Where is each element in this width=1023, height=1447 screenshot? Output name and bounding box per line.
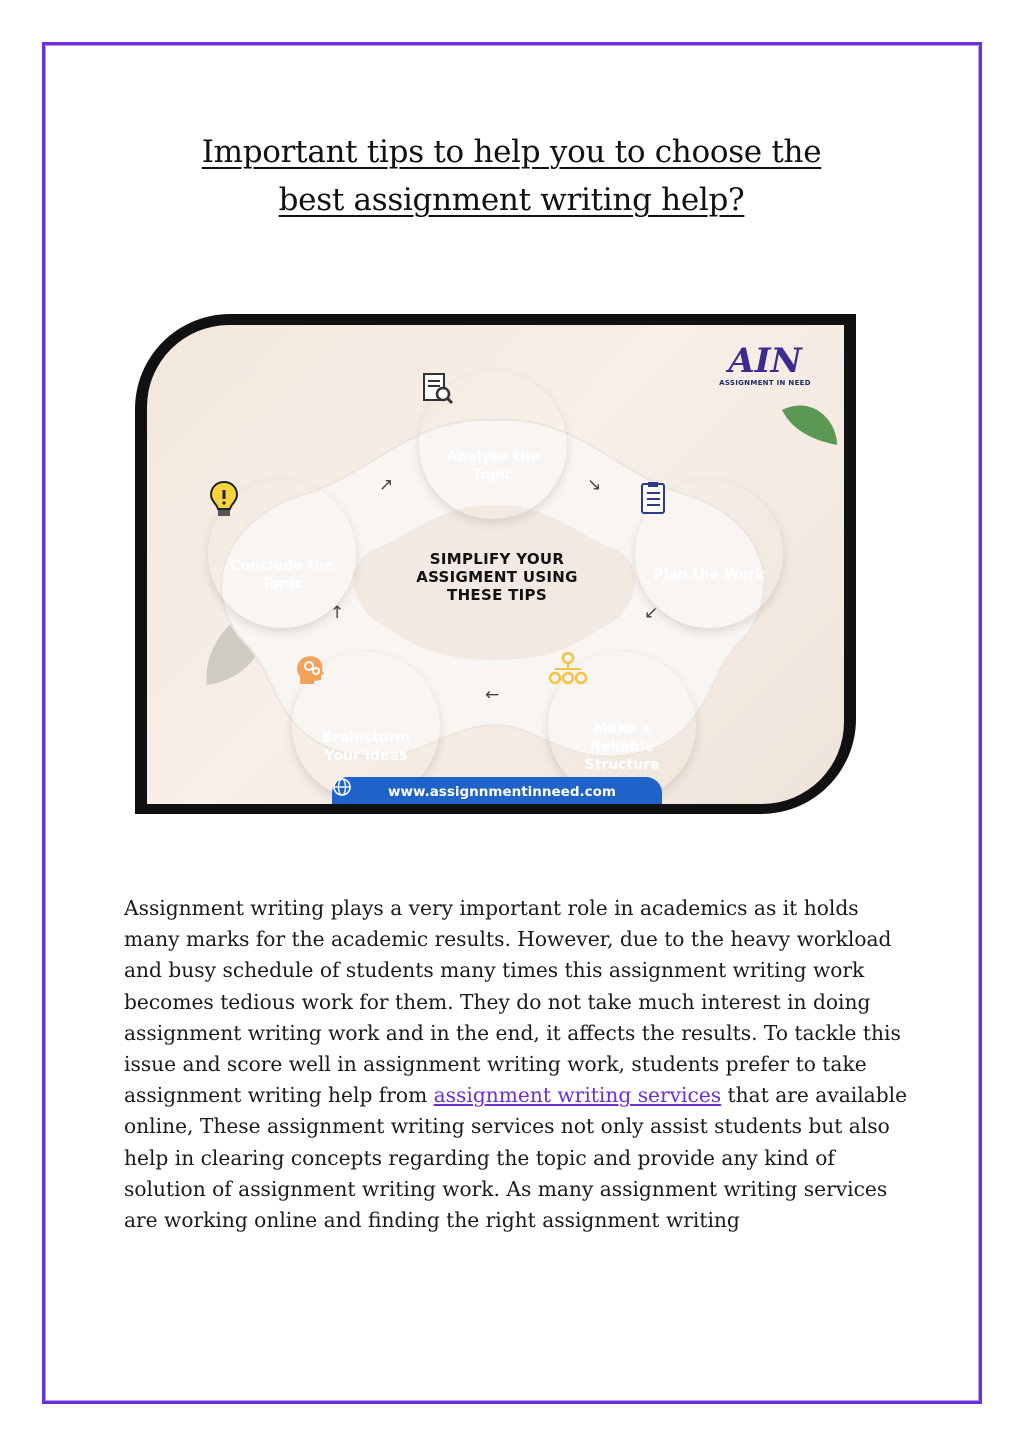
logo [710, 343, 820, 387]
step-label: Make a Reliable Structure [584, 721, 660, 773]
step-label: Brainstorm Your Ideas [322, 730, 410, 764]
arrow-icon: ↗ [379, 475, 394, 495]
website-url: www.assignnmentinneed.com [388, 784, 616, 800]
logo-text: ASSIGNMENT IN NEED [719, 379, 811, 387]
logo-mark: AIN [728, 341, 802, 381]
title-line-2: best assignment writing help? [278, 182, 745, 218]
arrow-icon: ↑ [330, 603, 345, 623]
step-analyse-the-topic [419, 371, 567, 519]
title-line-1: Important tips to help you to choose the [201, 134, 822, 170]
arrow-icon: ← [485, 685, 500, 705]
paragraph-end-text: assignment writing [542, 1208, 740, 1233]
arrow-icon: ↙ [644, 603, 659, 623]
assignment-writing-services-link[interactable]: assignment writing services [433, 1083, 722, 1108]
arrow-icon: ↘ [587, 475, 602, 495]
page-title [120, 128, 903, 224]
infographic-center-text: SIMPLIFY YOUR ASSIGMENT USING THESE TIPS [416, 550, 578, 604]
step-label: Plan the Work [653, 567, 765, 583]
website-url-bar [332, 777, 662, 804]
paragraph-text-before-link: Assignment writing plays a very important role in academics as it holds many marks for the academic results. However, due to the heavy workload and busy schedule of students many times this assignment writing work becomes tedious work for them. They do not take much interest in doing assignment writing work and in the end, it affects the results. To tackle this issue and score well in assignment writing work, students prefer to take assignment writing help from [124, 896, 901, 1108]
paragraph-text-after-link: that are available online, These assignment writing services not only assist students but also help in clearing concepts regarding the topic and provide any kind of solution of assignment writing work. As many assignment writing services are working online and finding the right [124, 1083, 908, 1233]
body-paragraph [124, 893, 914, 1236]
infographic-image [147, 325, 844, 804]
step-label: Conclude the Topic [230, 558, 334, 592]
step-label: Analyse the Topic [446, 449, 540, 483]
